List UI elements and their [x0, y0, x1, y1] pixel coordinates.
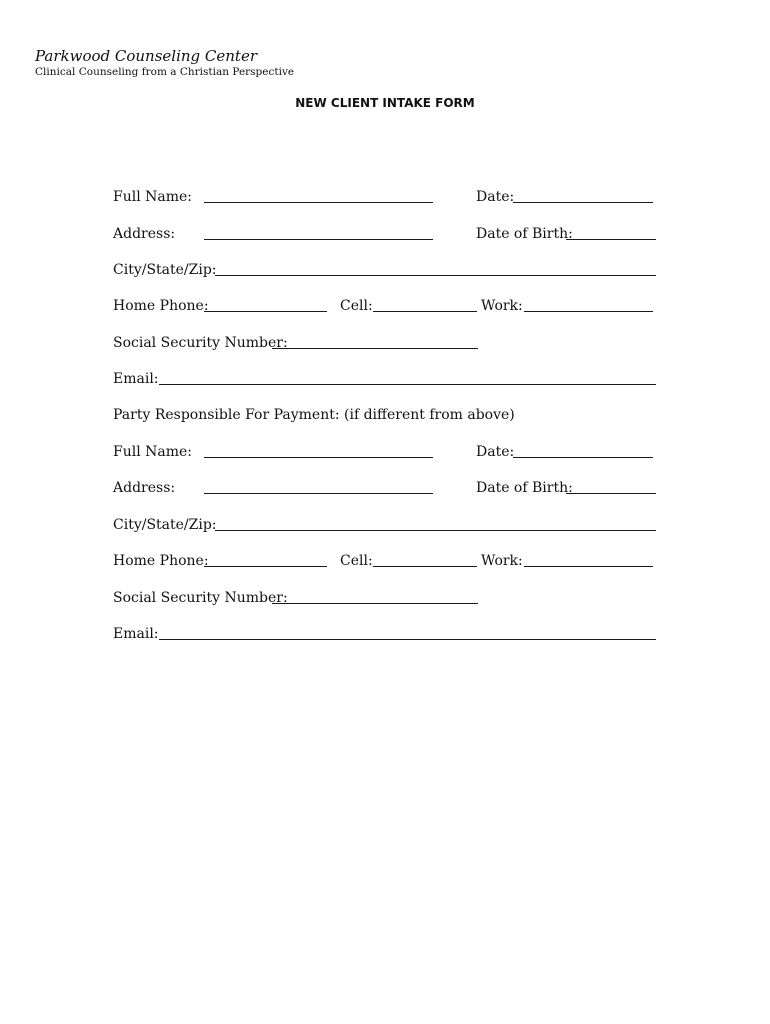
payer-ssn-label: Social Security Number:: [113, 590, 288, 606]
client-row-ssn: [0, 332, 770, 354]
organization-tagline: Clinical Counseling from a Christian Perspective: [35, 66, 295, 78]
payer-cell-field[interactable]: [373, 566, 477, 567]
home-phone-field[interactable]: [204, 311, 327, 312]
payer-full-name-field[interactable]: [204, 457, 433, 458]
organization-name: Parkwood Counseling Center: [35, 47, 258, 65]
responsible-party-heading: Party Responsible For Payment: (if different from above): [113, 407, 515, 423]
client-row-email: [0, 368, 770, 390]
payer-row-email: [0, 623, 770, 645]
payer-date-of-birth-label: Date of Birth:: [476, 480, 573, 496]
address-label: Address:: [113, 226, 176, 242]
cell-label: Cell:: [340, 298, 373, 314]
payer-home-phone-field[interactable]: [204, 566, 327, 567]
payer-row-name-date: [0, 441, 770, 463]
date-field[interactable]: [513, 202, 653, 203]
city-state-zip-field[interactable]: [215, 275, 656, 276]
payer-row-city: [0, 514, 770, 536]
client-row-phones: [0, 295, 770, 317]
payer-cell-label: Cell:: [340, 553, 373, 569]
home-phone-label: Home Phone:: [113, 298, 209, 314]
work-label: Work:: [481, 298, 523, 314]
payer-row-ssn: [0, 587, 770, 609]
city-state-zip-label: City/State/Zip:: [113, 262, 217, 278]
payer-row-phones: [0, 550, 770, 572]
email-label: Email:: [113, 371, 159, 387]
ssn-label: Social Security Number:: [113, 335, 288, 351]
payer-work-label: Work:: [481, 553, 523, 569]
payer-date-field[interactable]: [513, 457, 653, 458]
form-title: NEW CLIENT INTAKE FORM: [295, 96, 475, 110]
full-name-label: Full Name:: [113, 189, 193, 205]
date-of-birth-field[interactable]: [566, 239, 656, 240]
payer-email-field[interactable]: [159, 639, 656, 640]
payer-date-label: Date:: [476, 444, 515, 460]
ssn-field[interactable]: [272, 348, 478, 349]
payer-city-state-zip-field[interactable]: [215, 530, 656, 531]
date-label: Date:: [476, 189, 515, 205]
full-name-field[interactable]: [204, 202, 433, 203]
email-field[interactable]: [159, 384, 656, 385]
payer-email-label: Email:: [113, 626, 159, 642]
payer-date-of-birth-field[interactable]: [566, 493, 656, 494]
payer-home-phone-label: Home Phone:: [113, 553, 209, 569]
payer-address-field[interactable]: [204, 493, 433, 494]
address-field[interactable]: [204, 239, 433, 240]
payer-full-name-label: Full Name:: [113, 444, 193, 460]
client-row-city: [0, 259, 770, 281]
payer-work-field[interactable]: [524, 566, 653, 567]
cell-field[interactable]: [373, 311, 477, 312]
payer-ssn-field[interactable]: [272, 603, 478, 604]
payer-address-label: Address:: [113, 480, 176, 496]
client-row-address-dob: [0, 223, 770, 245]
payer-city-state-zip-label: City/State/Zip:: [113, 517, 217, 533]
work-field[interactable]: [524, 311, 653, 312]
date-of-birth-label: Date of Birth:: [476, 226, 573, 242]
client-row-name-date: [0, 186, 770, 208]
payer-row-address-dob: [0, 477, 770, 499]
